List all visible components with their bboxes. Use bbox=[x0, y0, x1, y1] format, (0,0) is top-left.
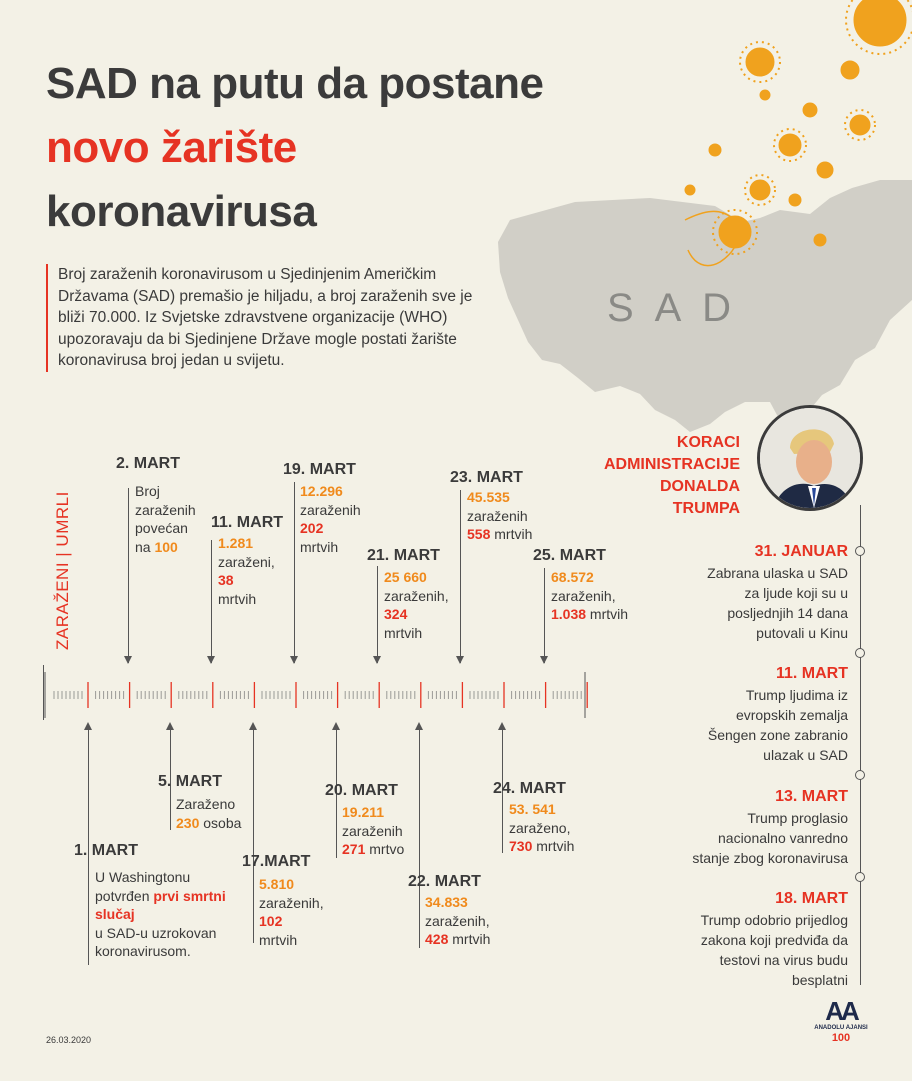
event-11-mart-text: 1.281 zaraženi, 38 mrtvih bbox=[218, 535, 275, 607]
trump-event-3-date: 13. MART bbox=[775, 788, 848, 805]
event-1-mart-date: 1. MART bbox=[74, 842, 138, 859]
event-5-mart-date: 5. MART bbox=[158, 773, 222, 790]
event-5-mart-text: Zaraženo 230 osoba bbox=[176, 796, 242, 831]
event-2-mart-text: Broj zaraženih povećan na 100 bbox=[135, 483, 196, 555]
arrow-11-mart bbox=[211, 540, 212, 663]
arrow-head-19-mart bbox=[290, 656, 298, 664]
arrow-25-mart bbox=[544, 568, 545, 663]
event-25-mart-date: 25. MART bbox=[533, 547, 606, 564]
map-label: S A D bbox=[607, 286, 738, 330]
event-2-mart-date: 2. MART bbox=[116, 455, 180, 472]
arrow-head-25-mart bbox=[540, 656, 548, 664]
arrow-head-21-mart bbox=[373, 656, 381, 664]
event-23-mart-text: 45.535 zaraženih 558 mrtvih bbox=[467, 489, 533, 542]
arrow-21-mart bbox=[377, 566, 378, 663]
trump-portrait bbox=[757, 405, 863, 511]
event-20-mart-date: 20. MART bbox=[325, 782, 398, 799]
event-11-mart-date: 11. MART bbox=[211, 514, 284, 531]
event-24-mart-date: 24. MART bbox=[493, 780, 566, 797]
event-17-mart-date: 17.MART bbox=[242, 853, 311, 870]
trump-dot-3 bbox=[855, 770, 865, 780]
arrow-22-mart bbox=[419, 728, 420, 948]
trump-dot-4 bbox=[855, 872, 865, 882]
vertical-label: ZARAŽENI | UMRLI bbox=[53, 491, 72, 650]
trump-event-3-text: Trump proglasio nacionalno vanredno stanje zbog koronavirusa bbox=[692, 810, 848, 866]
title-line-1: SAD na putu da postane bbox=[46, 59, 544, 108]
event-1-mart-text: U Washingtonu potvrđen prvi smrtni slučaj u SAD-u uzrokovan koronavirusom. bbox=[95, 869, 226, 959]
trump-event-1-date: 31. JANUAR bbox=[754, 543, 848, 560]
trump-dot-2 bbox=[855, 648, 865, 658]
event-25-mart-text: 68.572 zaraženih, 1.038 mrtvih bbox=[551, 569, 629, 622]
trump-event-4-date: 18. MART bbox=[775, 890, 848, 907]
title-line-3: koronavirusa bbox=[46, 187, 317, 236]
title-line-2: novo žarište bbox=[46, 123, 297, 172]
trump-event-2-date: 11. MART bbox=[775, 665, 848, 682]
event-23-mart-date: 23. MART bbox=[450, 469, 523, 486]
event-24-mart-text: 53. 541 zaraženo, 730 mrtvih bbox=[509, 801, 575, 854]
arrow-head-23-mart bbox=[456, 656, 464, 664]
footer-date: 26.03.2020 bbox=[46, 1035, 92, 1045]
arrow-head-2-mart bbox=[124, 656, 132, 664]
arrow-2-mart bbox=[128, 488, 129, 663]
trump-dot-1 bbox=[855, 546, 865, 556]
event-21-mart-date: 21. MART bbox=[367, 547, 440, 564]
arrow-19-mart bbox=[294, 482, 295, 663]
event-20-mart-text: 19.211 zaraženih 271 mrtvo bbox=[342, 804, 405, 857]
trump-event-4-text: Trump odobrio prijedlog zakona koji predviđa da testovi na virus budu besplatni bbox=[700, 912, 848, 988]
arrow-17-mart bbox=[253, 728, 254, 943]
trump-event-1-text: Zabrana ulaska u SAD za ljude koji su u posljednjih 14 dana putovali u Kinu bbox=[707, 565, 848, 641]
timeline-axis bbox=[40, 660, 600, 730]
virus-particles bbox=[660, 0, 912, 270]
anadolu-logo bbox=[812, 998, 870, 1044]
trump-timeline-line bbox=[860, 505, 861, 985]
intro-text: Broj zaraženih koronavirusom u Sjedinjenim Američkim Državama (SAD) premašio je hiljadu, a broj zaraženih sve je bliži 70.000. Iz Svjetske zdravstvene organizacije (WHO) upozoravaju da bi Sjedinjene Države mogle postati žarište koronavirusa broj jedan u svijetu. bbox=[46, 264, 478, 372]
logo-mark: AA bbox=[825, 996, 857, 1026]
event-19-mart-date: 19. MART bbox=[283, 461, 356, 478]
arrow-head-11-mart bbox=[207, 656, 215, 664]
arrow-23-mart bbox=[460, 490, 461, 663]
event-22-mart-text: 34.833 zaraženih, 428 mrtvih bbox=[425, 894, 491, 947]
event-21-mart-text: 25 660 zaraženih, 324 mrtvih bbox=[384, 569, 449, 641]
logo-anniversary: 100 bbox=[831, 1032, 851, 1044]
logo-name: ANADOLU AJANSI bbox=[814, 1025, 868, 1031]
trump-event-2-text: Trump ljudima iz evropskih zemalja Šengen zone zabranio ulazak u SAD bbox=[707, 687, 848, 763]
person-icon bbox=[760, 408, 860, 508]
event-22-mart-date: 22. MART bbox=[408, 873, 481, 890]
event-17-mart-text: 5.810 zaraženih, 102 mrtvih bbox=[259, 876, 324, 948]
event-19-mart-text: 12.296 zaraženih 202 mrtvih bbox=[300, 483, 361, 555]
trump-heading: KORACI ADMINISTRACIJE DONALDA TRUMPA bbox=[603, 434, 740, 517]
